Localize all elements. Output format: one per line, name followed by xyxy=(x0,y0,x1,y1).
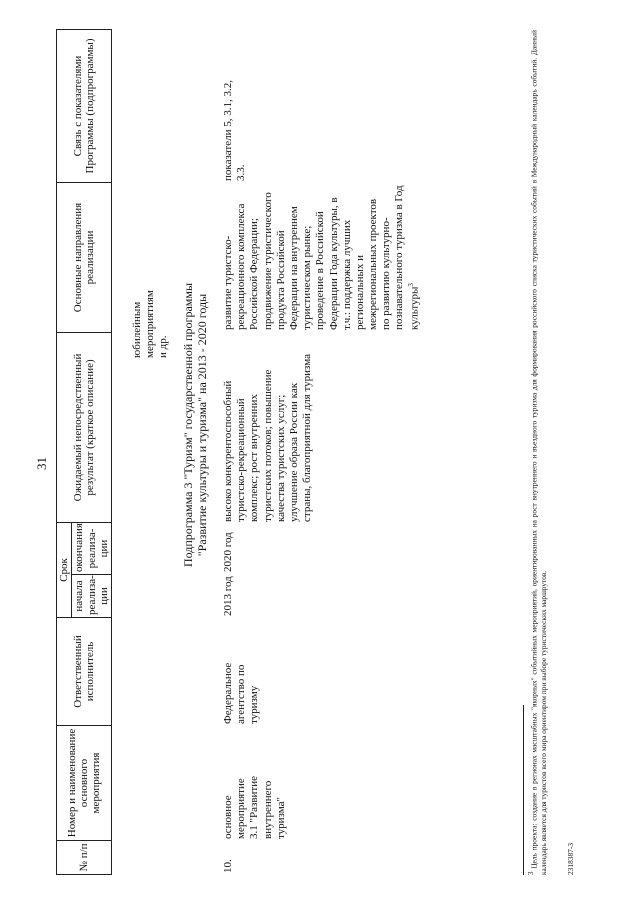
header-term: Срок xyxy=(57,523,72,618)
subprogram-title xyxy=(182,135,210,715)
row-directions xyxy=(222,185,421,330)
row-link: показатели 5, 3.1, 3.2, 3.3. xyxy=(222,80,248,181)
footnote xyxy=(527,30,549,875)
header-name: Номер и наименование основного мероприятия xyxy=(57,726,112,841)
header-end: окончания реализа-ции xyxy=(72,523,112,575)
footnote-text: Цель проекта: создание в регионах масштабных "якорных" событийных мероприятий, ориентированных на рост внутреннего и въездного туризма для формирования российского списка туристических событий в Международный календарь событий. Данный календарь является для туристов всего мира ориентиром при выборе туристических маршрутов. xyxy=(529,30,549,875)
row-name: основное мероприятие 3.1 "Развитие внутреннего туризма" xyxy=(222,776,287,839)
carryover-text: юбилейным мероприятиям и др. xyxy=(131,290,170,358)
footnote-divider xyxy=(523,705,524,875)
row-executor: Федеральное агентство по туризму xyxy=(222,662,261,724)
header-no: № п/п xyxy=(57,841,112,875)
table-body xyxy=(30,30,610,875)
header-link: Связь с показателями Программы (подпрограммы) xyxy=(57,30,112,183)
document-code: 2318387-3 xyxy=(566,842,575,875)
row-directions-text: развитие туристско-рекреационного комплекса Российской Федерации; продвижение туристического продукта Российской Федерации на внутреннем туристическом рынке; проведение в Российской Федерации Года культуры, в т.ч.: поддержка лучших региональных и межрегиональных проектов по развитию культурно-познавательного туризма в Год культуры xyxy=(222,185,421,330)
subprogram-title-line2: "Развитие культуры и туризма" на 2013 - 2020 годы xyxy=(194,293,209,557)
rotated-content xyxy=(30,30,610,875)
subprogram-title-line1: Подпрограмма 3 "Туризм" государственной программы xyxy=(181,282,195,568)
page-number: 31 xyxy=(34,457,49,470)
header-start: начала реализа-ции xyxy=(72,575,112,618)
header-result: Ожидаемый непосредственный результат (краткое описание) xyxy=(57,333,112,523)
row-number: 10. xyxy=(222,859,234,873)
footnote-mark: 3 xyxy=(406,283,415,287)
row-result: высоко конкурентоспособный туристско-рекреационный комплекс; рост внутренних туристских потоков; повышение качества туристских услуг; улучшение образа России как страны, благоприятной для туризма xyxy=(222,354,314,522)
header-executor: Ответственный исполнитель xyxy=(57,618,112,726)
row-end: 2020 год xyxy=(222,532,234,572)
footnote-number: 3 xyxy=(527,871,535,875)
row-start: 2013 год xyxy=(222,576,234,616)
header-directions: Основные направления реализации xyxy=(57,183,112,333)
